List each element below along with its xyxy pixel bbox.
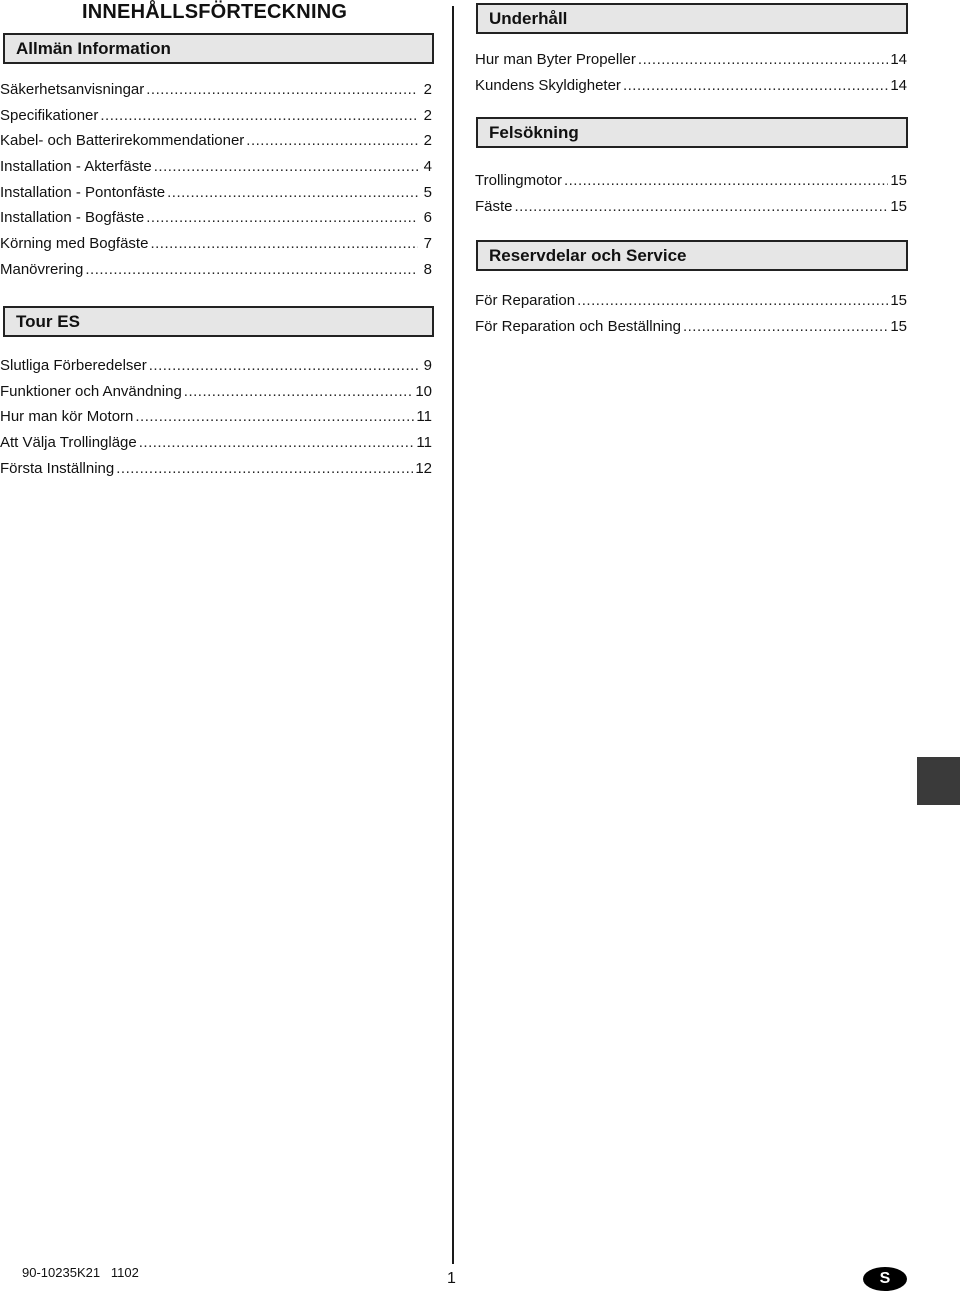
toc-list-underhall <box>475 47 907 98</box>
dot-leader <box>638 47 888 73</box>
column-divider <box>452 6 454 1264</box>
toc-list-tour-es <box>0 353 432 481</box>
toc-entry-text: Installation - Akterfäste <box>0 158 152 176</box>
dot-leader <box>184 379 414 405</box>
toc-entry-page: 4 <box>423 158 432 176</box>
toc-entry-text: Fäste <box>475 197 513 215</box>
toc-entry-text: Slutliga Förberedelser <box>0 357 147 374</box>
toc-entry-text: Manövrering <box>0 260 84 278</box>
date-code: 1102 <box>110 1265 139 1280</box>
dot-leader <box>683 314 888 340</box>
toc-entry[interactable] <box>475 194 907 220</box>
language-badge: S <box>863 1267 907 1291</box>
toc-entry[interactable] <box>0 456 432 482</box>
toc-entry[interactable] <box>475 314 907 340</box>
dot-leader <box>116 456 413 482</box>
chapter-tab-marker <box>917 757 960 805</box>
toc-entry-text: Första Inställning <box>0 459 115 477</box>
toc-entry-text: Installation - Pontonfäste <box>0 183 166 201</box>
toc-entry[interactable] <box>0 103 432 129</box>
toc-entry-text: Trollingmotor <box>475 172 562 189</box>
toc-entry-page: 7 <box>423 235 432 253</box>
dot-leader <box>139 430 415 456</box>
dot-leader <box>154 154 418 180</box>
toc-entry-page: 5 <box>423 183 432 201</box>
toc-entry[interactable] <box>475 73 907 99</box>
dot-leader <box>623 73 888 99</box>
toc-entry-page: 12 <box>415 459 432 477</box>
toc-entry-text: Körning med Bogfäste <box>0 235 149 253</box>
toc-entry[interactable] <box>0 180 432 206</box>
toc-entry-page: 14 <box>890 51 907 68</box>
section-header-tour-es <box>3 306 434 337</box>
toc-entry-text: Att Välja Trollingläge <box>0 434 137 452</box>
toc-entry-page: 6 <box>423 209 432 227</box>
toc-entry-page: 2 <box>423 106 432 124</box>
dot-leader <box>135 404 414 430</box>
toc-entry-page: 8 <box>423 260 432 278</box>
toc-entry-text: Funktioner och Användning <box>0 382 182 400</box>
toc-entry[interactable] <box>0 379 432 405</box>
section-heading: Tour ES <box>16 311 80 331</box>
toc-entry-text: Hur man Byter Propeller <box>475 51 636 68</box>
toc-entry-page: 14 <box>890 76 907 94</box>
dot-leader <box>577 288 888 314</box>
toc-entry-text: Kundens Skyldigheter <box>475 76 621 94</box>
section-heading: Felsökning <box>489 122 579 142</box>
toc-list-felsokning <box>475 168 907 219</box>
toc-entry[interactable] <box>0 353 432 379</box>
toc-entry[interactable] <box>0 154 432 180</box>
doc-code: 90-10235K21 <box>22 1265 101 1280</box>
toc-entry-text: Installation - Bogfäste <box>0 209 145 227</box>
toc-entry-text: För Reparation <box>475 292 576 309</box>
section-heading: Reservdelar och Service <box>489 245 687 265</box>
dot-leader <box>150 231 418 257</box>
toc-entry[interactable] <box>0 404 432 430</box>
toc-entry[interactable] <box>0 430 432 456</box>
toc-entry-page: 15 <box>890 292 907 309</box>
toc-list-allman-information <box>0 77 432 283</box>
page-number: 1 <box>447 1270 456 1287</box>
section-heading: Allmän Information <box>16 38 171 58</box>
toc-entry-page: 9 <box>423 357 432 374</box>
toc-entry[interactable] <box>475 47 907 73</box>
section-heading: Underhåll <box>489 8 568 28</box>
dot-leader <box>146 77 418 103</box>
document-code <box>22 1265 139 1280</box>
toc-entry-page: 2 <box>423 81 432 98</box>
toc-entry[interactable] <box>0 231 432 257</box>
section-header-felsokning <box>476 117 908 148</box>
toc-entry-text: För Reparation och Beställning <box>475 317 681 335</box>
dot-leader <box>85 257 418 283</box>
toc-entry-page: 15 <box>890 317 907 335</box>
toc-entry-text: Kabel- och Batterirekommendationer <box>0 132 245 150</box>
section-header-allman-information <box>3 33 434 64</box>
page-title: INNEHÅLLSFÖRTECKNING <box>82 1 348 23</box>
section-header-reservdelar-och-service <box>476 240 908 271</box>
dot-leader <box>100 103 418 129</box>
toc-entry-page: 15 <box>890 172 907 189</box>
toc-entry[interactable] <box>0 128 432 154</box>
toc-entry-text: Hur man kör Motorn <box>0 408 134 426</box>
dot-leader <box>146 205 418 231</box>
dot-leader <box>564 168 888 194</box>
toc-entry-page: 11 <box>416 408 432 426</box>
toc-entry[interactable] <box>475 288 907 314</box>
toc-entry-page: 11 <box>416 434 432 452</box>
toc-entry[interactable] <box>0 257 432 283</box>
dot-leader <box>149 353 418 379</box>
dot-leader <box>246 128 418 154</box>
section-header-underhall <box>476 3 908 34</box>
toc-entry-text: Säkerhetsanvisningar <box>0 81 145 98</box>
toc-entry-page: 2 <box>423 132 432 150</box>
toc-list-reservdelar <box>475 288 907 339</box>
toc-entry[interactable] <box>0 205 432 231</box>
toc-entry[interactable] <box>0 77 432 103</box>
dot-leader <box>167 180 418 206</box>
dot-leader <box>515 194 889 220</box>
toc-entry-text: Specifikationer <box>0 106 99 124</box>
toc-entry[interactable] <box>475 168 907 194</box>
toc-entry-page: 15 <box>890 197 907 215</box>
toc-entry-page: 10 <box>415 382 432 400</box>
